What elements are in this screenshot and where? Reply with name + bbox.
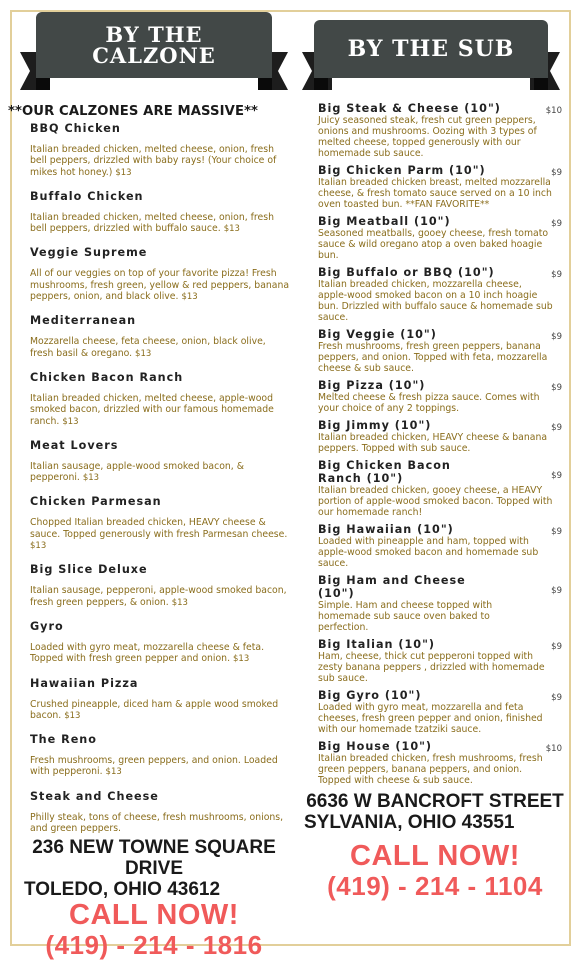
item-description: All of our veggies on top of your favorite pizza! Fresh mushrooms, fresh green, yellow & red peppers, banana peppers, onion, and black olive. $13 xyxy=(30,268,290,303)
item-description: Italian sausage, pepperoni, apple-wood smoked bacon, fresh green peppers, & onion. $13 xyxy=(30,585,287,608)
item-price: $13 xyxy=(135,348,152,359)
item-price: $9 xyxy=(551,527,562,537)
item-name: Chicken Bacon Ranch xyxy=(30,370,184,384)
menu-item xyxy=(318,266,562,323)
item-name: Big House (10") xyxy=(318,740,433,753)
item-name: Big Slice Deluxe xyxy=(30,563,148,577)
item-description: Juicy seasoned steak, fresh cut green peppers, onions and mushrooms. Oozing with 3 types of melted cheese, topped generously with our homemade sub sauce. xyxy=(318,115,537,159)
item-description: Loaded with pineapple and ham, topped with apple-wood smoked bacon and homemade sub sauce. xyxy=(318,536,539,569)
address-line2: SYLVANIA, OHIO 43551 xyxy=(304,812,515,833)
calzone-banner xyxy=(18,12,290,96)
item-price: $13 xyxy=(115,167,132,178)
item-description: Italian breaded chicken, mozzarella cheese, apple-wood smoked bacon on a 10 inch hoagie bun. Drizzled with buffalo sauce & homemade sub sauce. xyxy=(318,279,553,323)
item-name: Big Chicken Parm (10") xyxy=(318,164,486,177)
sub-title: BY THE SUB xyxy=(314,20,548,78)
item-price: $9 xyxy=(551,693,562,703)
item-name: Big Ham and Cheese (10") xyxy=(318,574,466,600)
ribbon-fold-left xyxy=(36,78,50,90)
item-name: Big Steak & Cheese (10") xyxy=(318,102,501,115)
item-description: Italian breaded chicken, fresh mushrooms, fresh green peppers, banana peppers, and onion. Topped with cheese & sub sauce. xyxy=(318,753,543,786)
item-name: Veggie Supreme xyxy=(30,246,148,260)
item-description: Fresh mushrooms, fresh green peppers, banana peppers, and onion. Topped with feta, mozzarella cheese & sub sauce. xyxy=(318,341,548,374)
sub-column xyxy=(300,12,562,901)
calzone-location xyxy=(16,837,292,960)
calzone-title-line2: CALZONE xyxy=(92,43,216,68)
item-description: Seasoned meatballs, gooey cheese, fresh tomato sauce & wild oregano atop a oven baked hoagie bun. xyxy=(318,228,549,261)
menu-item xyxy=(30,563,290,609)
calzone-column xyxy=(8,12,290,960)
item-name: Mediterranean xyxy=(30,314,137,328)
item-price: $9 xyxy=(551,423,562,433)
item-name: Steak and Cheese xyxy=(30,789,159,803)
item-name: Big Hawaiian (10") xyxy=(318,523,454,536)
menu-item xyxy=(30,620,290,666)
menu-item xyxy=(30,246,290,303)
item-price: $9 xyxy=(551,383,562,393)
item-description: Italian breaded chicken, HEAVY cheese & banana peppers. Topped with sub sauce. xyxy=(318,432,548,454)
item-price: $9 xyxy=(551,270,562,280)
item-price: $13 xyxy=(181,292,198,303)
item-description: Ham, cheese, thick cut pepperoni topped with zesty banana peppers , drizzled with homemade sub sauce. xyxy=(318,651,545,684)
calzone-title xyxy=(36,12,272,78)
menu-item xyxy=(30,190,290,236)
menu-item xyxy=(318,215,562,261)
item-name: Meat Lovers xyxy=(30,438,119,452)
menu-item xyxy=(318,523,562,569)
item-name: Big Italian (10") xyxy=(318,638,436,651)
address-line1: 6636 W BANCROFT STREET xyxy=(306,791,564,812)
item-price: $13 xyxy=(64,710,81,721)
sub-banner xyxy=(300,12,562,96)
item-price: $10 xyxy=(545,744,562,754)
item-description: Loaded with gyro meat, mozzarella and feta cheeses, fresh green pepper and onion, finished with our homemade tzatziki sauce. xyxy=(318,702,543,735)
item-description: Crushed pineapple, diced ham & apple wood smoked bacon. $13 xyxy=(30,698,279,721)
item-description: Italian breaded chicken breast, melted mozzarella cheese, & fresh tomato sauce served on a 10 inch oven toasted bun. **FAN FAVORITE** xyxy=(318,177,552,210)
item-price: $9 xyxy=(551,642,562,652)
item-price: $9 xyxy=(551,586,562,596)
call-now-text: CALL NOW! xyxy=(350,840,520,872)
item-price: $13 xyxy=(233,654,250,665)
calzone-title-line1: BY THE xyxy=(105,22,203,47)
item-name: BBQ Chicken xyxy=(30,122,121,135)
item-description: Italian breaded chicken, melted cheese, onion, fresh bell peppers, drizzled with buffalo sauce. $13 xyxy=(30,211,274,235)
phone-number[interactable]: (419) - 214 - 1816 xyxy=(45,930,263,960)
item-name: Big Buffalo or BBQ (10") xyxy=(318,266,495,279)
menu-item xyxy=(318,379,562,414)
menu-item xyxy=(318,574,562,633)
address-line2: DRIVE xyxy=(124,858,184,880)
item-name: Big Gyro (10") xyxy=(318,689,422,702)
item-description: Simple. Ham and cheese topped with homemade sub sauce oven baked to perfection. xyxy=(318,600,493,633)
item-price: $9 xyxy=(551,471,562,481)
item-description: Philly steak, tons of cheese, fresh mushrooms, onions, and green peppers. xyxy=(30,811,284,835)
item-price: $13 xyxy=(223,224,240,235)
call-now-text: CALL NOW! xyxy=(69,899,239,932)
item-price: $13 xyxy=(82,473,100,484)
item-description: Fresh mushrooms, green peppers, and onion. Loaded with pepperoni. $13 xyxy=(30,755,278,778)
address-line3: TOLEDO, OHIO 43612 xyxy=(24,879,221,901)
item-description: Italian breaded chicken, melted cheese, onion, fresh bell peppers, drizzled with baby rays! (Your choice of mikes hot honey.) $13 xyxy=(30,144,277,178)
menu-item xyxy=(318,419,562,454)
menu-item xyxy=(318,328,562,374)
menu-item xyxy=(30,371,290,428)
item-name: Big Veggie (10") xyxy=(318,328,437,341)
item-name: Hawaiian Pizza xyxy=(30,676,139,690)
sub-location xyxy=(300,791,570,901)
menu-item xyxy=(30,314,290,360)
menu-item xyxy=(318,638,562,684)
item-price: $9 xyxy=(551,219,562,229)
item-description: Mozzarella cheese, feta cheese, onion, black olive, fresh basil & oregano. $13 xyxy=(30,336,266,359)
calzone-list xyxy=(18,122,290,834)
item-price: $13 xyxy=(171,597,188,608)
menu-item xyxy=(318,164,562,210)
item-description: Italian breaded chicken, melted cheese, apple-wood smoked bacon, drizzled with our famous homemade ranch. $13 xyxy=(30,392,274,427)
item-price: $10 xyxy=(545,106,562,116)
item-description: Italian sausage, apple-wood smoked bacon, & pepperoni. $13 xyxy=(30,460,244,484)
item-description: Melted cheese & fresh pizza sauce. Comes with your choice of any 2 toppings. xyxy=(318,392,540,414)
sub-list xyxy=(300,102,562,786)
ribbon-fold-left xyxy=(314,78,328,90)
item-name: Chicken Parmesan xyxy=(30,495,162,509)
item-description: Chopped Italian breaded chicken, HEAVY cheese & sauce. Topped generously with fresh Parmesan cheese. $13 xyxy=(30,517,288,552)
item-price: $13 xyxy=(105,767,122,778)
menu-item xyxy=(30,733,290,779)
menu-item xyxy=(318,689,562,735)
item-price: $9 xyxy=(551,168,562,178)
menu-item xyxy=(318,102,562,159)
item-name: Buffalo Chicken xyxy=(30,189,144,203)
menu-item xyxy=(318,459,562,518)
address-line1: 236 NEW TOWNE SQUARE xyxy=(32,837,276,859)
item-price: $13 xyxy=(30,541,47,552)
calzone-tagline: **OUR CALZONES ARE MASSIVE** xyxy=(8,104,259,119)
menu-item xyxy=(30,677,290,723)
item-description: Loaded with gyro meat, mozzarella cheese & feta. Topped with fresh green pepper and onion. $13 xyxy=(30,641,265,665)
menu-item xyxy=(30,122,290,179)
ribbon-fold-right xyxy=(258,78,272,90)
item-description: Italian breaded chicken, gooey cheese, a HEAVY portion of apple-wood smoked bacon. Topped with our homemade ranch! xyxy=(318,485,553,518)
item-price: $9 xyxy=(551,332,562,342)
menu-item xyxy=(30,495,290,552)
ribbon-fold-right xyxy=(534,78,548,90)
menu-item xyxy=(30,790,290,835)
item-name: Big Pizza (10") xyxy=(318,379,426,392)
item-name: Big Chicken Bacon Ranch (10") xyxy=(318,459,451,485)
menu-item xyxy=(318,740,562,786)
item-name: Big Meatball (10") xyxy=(318,215,451,228)
item-name: Big Jimmy (10") xyxy=(318,419,432,432)
item-name: The Reno xyxy=(30,733,97,747)
phone-number[interactable]: (419) - 214 - 1104 xyxy=(327,871,543,901)
item-price: $13 xyxy=(62,416,79,427)
item-name: Gyro xyxy=(30,619,64,633)
menu-item xyxy=(30,439,290,485)
